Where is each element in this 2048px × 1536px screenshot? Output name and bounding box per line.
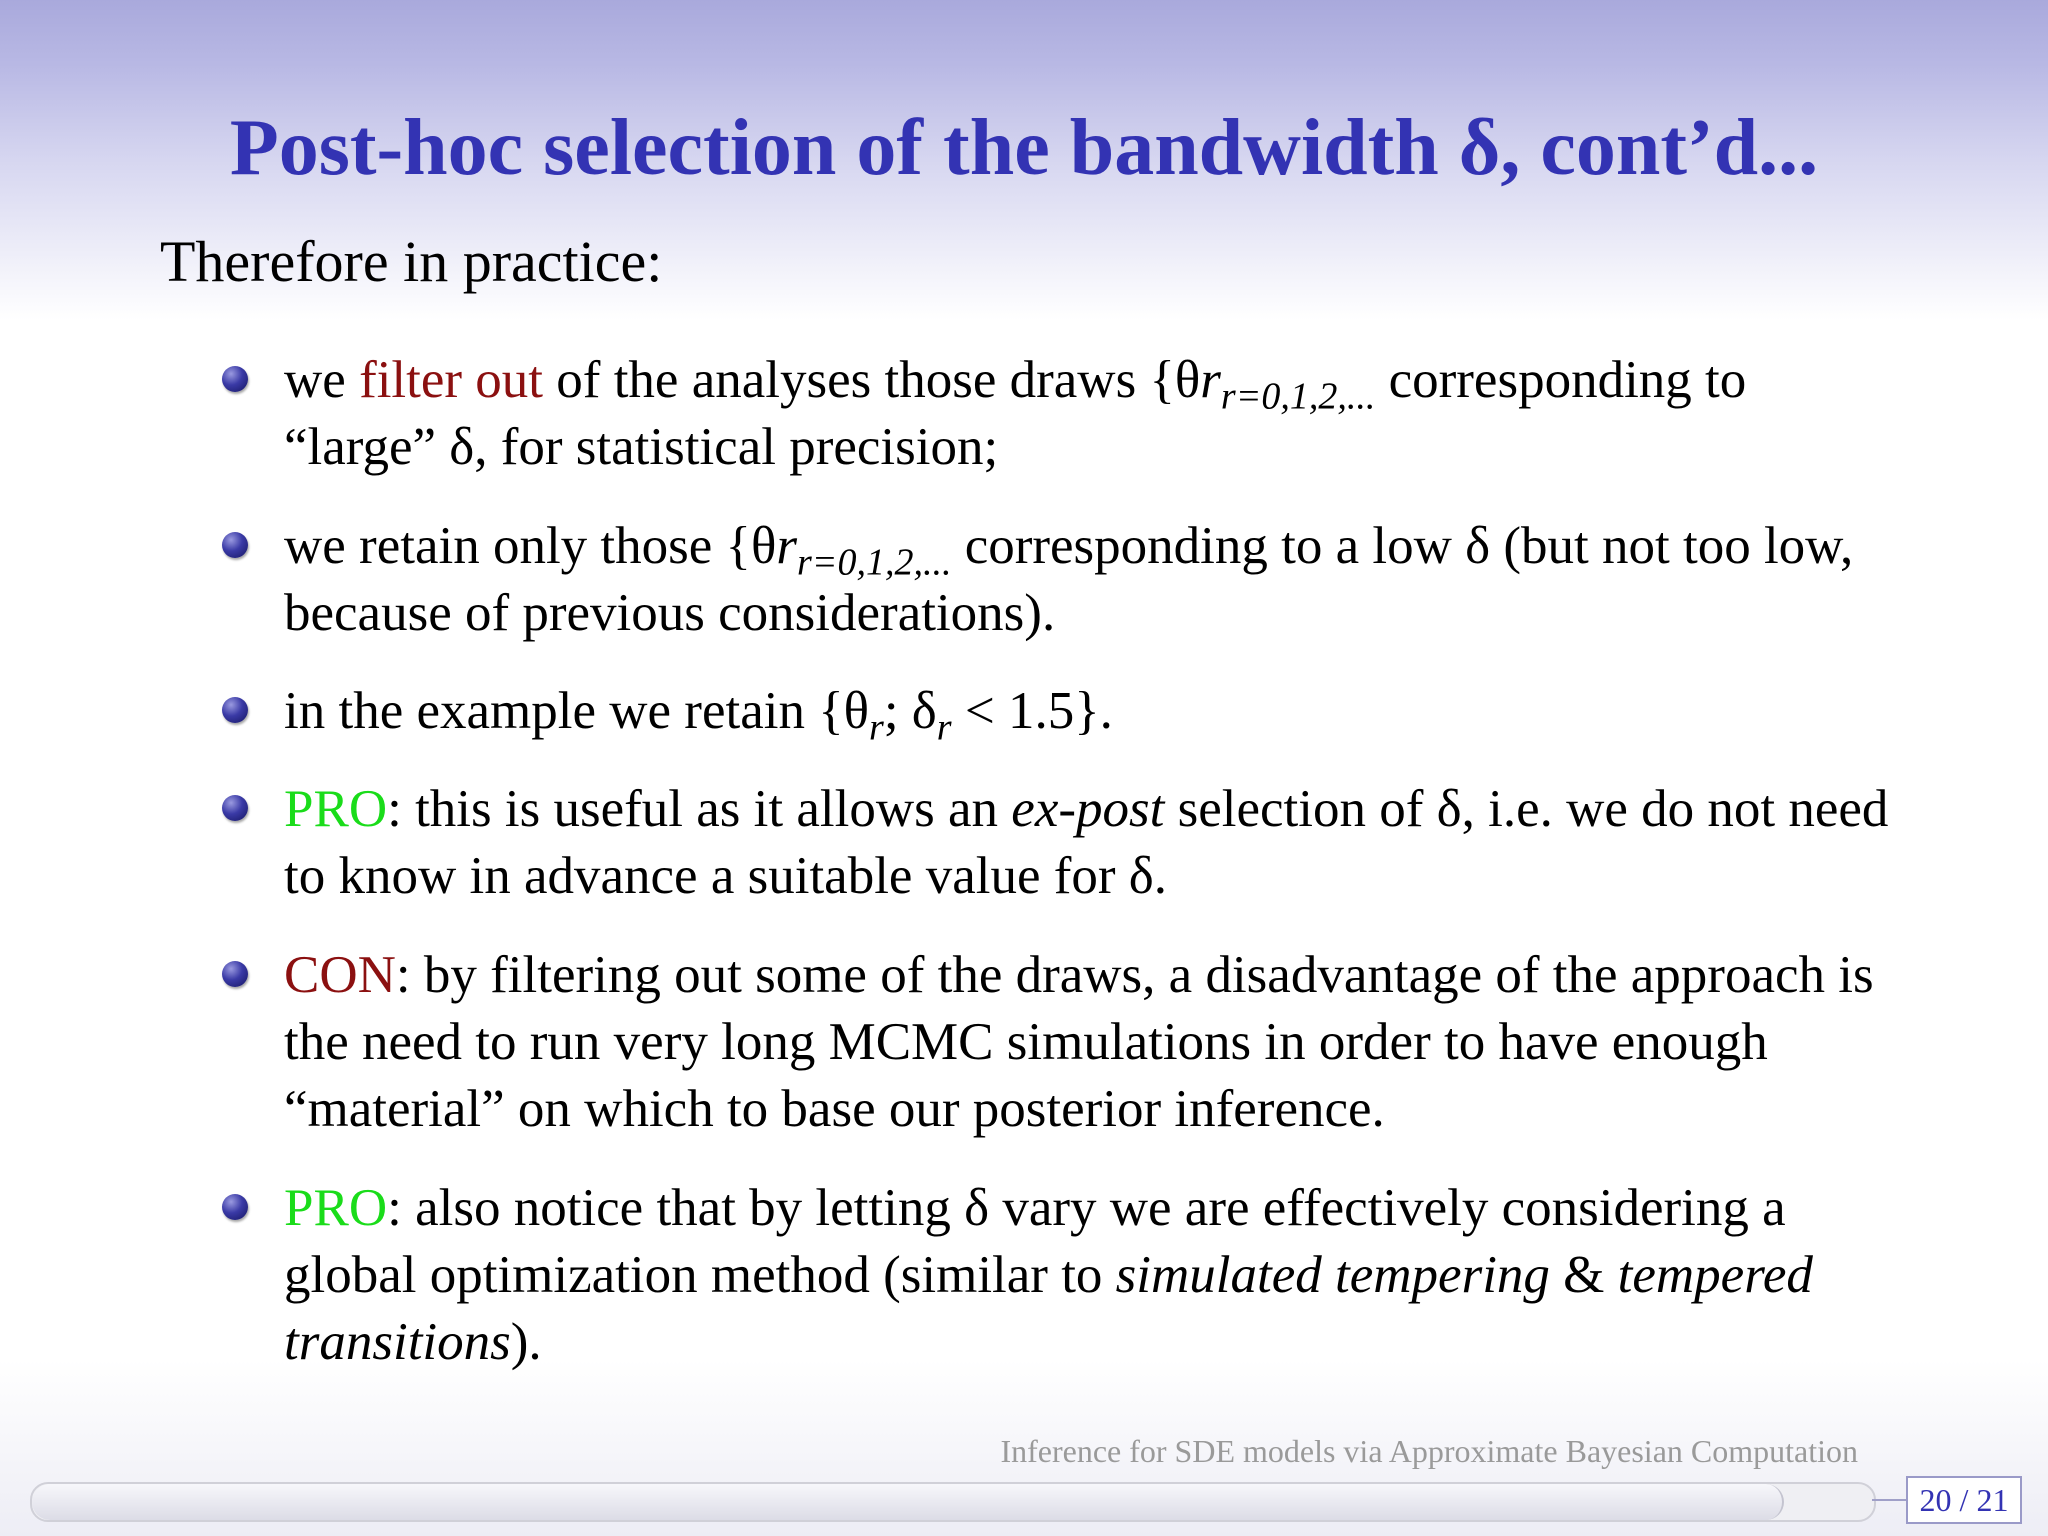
item-part3: < 1.5}. xyxy=(951,682,1113,740)
item-lead: we xyxy=(284,351,360,409)
bullet-icon xyxy=(222,961,248,987)
item-part2: corresponding to a low δ (but not too low, because of previous considerations). xyxy=(284,517,1854,642)
title-delta-symbol: δ xyxy=(1458,104,1501,192)
item-part3: ). xyxy=(510,1313,542,1371)
progress-fill xyxy=(32,1484,1784,1520)
title-text-before: Post-hoc selection of the bandwidth xyxy=(229,104,1459,192)
item-text xyxy=(284,347,1904,481)
bullet-icon xyxy=(222,697,248,723)
navigation-progress-bar[interactable] xyxy=(30,1482,1876,1522)
item-italic: tempered transitions xyxy=(284,1246,1813,1371)
item-part2: ; δ xyxy=(883,682,937,740)
item-text xyxy=(284,776,1904,910)
bullet-icon xyxy=(222,795,248,821)
item-part2: selection of δ, i.e. we do not need to know in advance a suitable value for δ. xyxy=(284,780,1889,905)
item-text xyxy=(284,942,1904,1143)
title-text-after: , cont’d... xyxy=(1500,104,1819,192)
bullet-icon xyxy=(222,532,248,558)
con-label: CON xyxy=(284,946,396,1004)
bullet-icon xyxy=(222,1194,248,1220)
index-r: r xyxy=(776,517,798,575)
item-part1: in the example we retain {θ xyxy=(284,682,870,740)
page-number[interactable]: 20 / 21 xyxy=(1906,1476,2022,1524)
item-part2: corresponding to “large” δ, for statistical precision; xyxy=(284,351,1747,476)
item-part1: of the analyses those draws {θ xyxy=(543,351,1201,409)
index-subscript: r=0,1,2,... xyxy=(797,541,952,584)
item-part1: : also notice that by letting δ vary we are effectively considering a global optimization method (similar to xyxy=(284,1179,1786,1304)
index-r: r xyxy=(869,706,884,749)
intro-text: Therefore in practice: xyxy=(160,229,663,294)
index-subscript: r=0,1,2,... xyxy=(1220,375,1376,418)
pro-label: PRO xyxy=(284,780,388,838)
bullet-icon xyxy=(222,366,248,392)
item-text xyxy=(284,1175,1904,1376)
item-part1: : by filtering out some of the draws, a disadvantage of the approach is the need to run very long MCMC simulations in order to have enough “material” on which to base our posterior inference. xyxy=(284,946,1874,1138)
slide-title xyxy=(0,104,2048,192)
item-italic: ex-post xyxy=(1011,780,1165,838)
item-part1: we retain only those {θ xyxy=(284,517,777,575)
index-r: r xyxy=(1200,351,1221,409)
pro-label: PRO xyxy=(284,1179,388,1237)
item-text xyxy=(284,513,1904,647)
progress-connector xyxy=(1872,1499,1906,1501)
item-text xyxy=(284,678,1904,749)
item-part2: & xyxy=(1549,1246,1618,1304)
footer-title: Inference for SDE models via Approximate Bayesian Computation xyxy=(1000,1433,1858,1469)
item-part1: : this is useful as it allows an xyxy=(387,780,1012,838)
filter-out-highlight: filter out xyxy=(359,351,544,409)
item-italic: simulated tempering xyxy=(1115,1246,1550,1304)
index-r: r xyxy=(936,706,952,749)
